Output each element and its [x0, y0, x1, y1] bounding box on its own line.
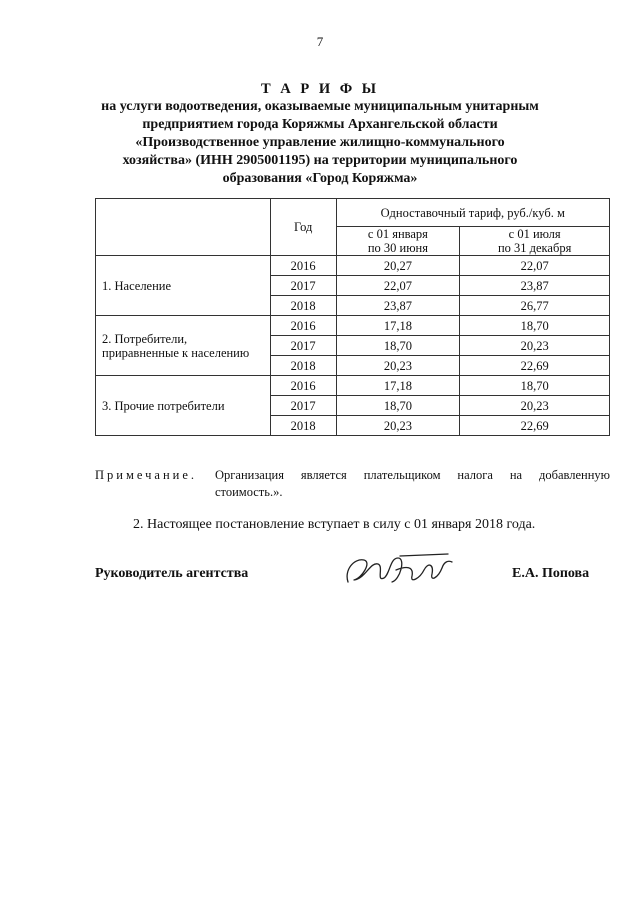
- tariff-cell: 22,07: [460, 256, 610, 276]
- tariff-cell: 18,70: [336, 396, 460, 416]
- tariff-cell: 20,23: [336, 356, 460, 376]
- year-cell: 2016: [270, 256, 336, 276]
- tariff-cell: 22,07: [336, 276, 460, 296]
- header-period-1: с 01 января по 30 июня: [336, 227, 460, 256]
- year-cell: 2017: [270, 336, 336, 356]
- year-cell: 2018: [270, 416, 336, 436]
- tariff-cell: 22,69: [460, 356, 610, 376]
- tariff-cell: 20,23: [336, 416, 460, 436]
- page-number: 7: [316, 34, 324, 49]
- header-category-cell: [96, 199, 271, 256]
- heading-title: Т А Р И Ф Ы: [260, 81, 380, 97]
- heading-line: предприятием города Коряжмы Архангельской области: [142, 117, 498, 132]
- year-cell: 2017: [270, 396, 336, 416]
- heading-line: на услуги водоотведения, оказываемые муниципальным унитарным: [101, 99, 539, 114]
- heading-line: «Производственное управление жилищно-коммунального: [135, 135, 505, 150]
- note-text: Организация является плательщиком налога на добавленную: [215, 468, 610, 482]
- tariff-table: [95, 198, 610, 436]
- year-cell: 2018: [270, 296, 336, 316]
- header-period-2: с 01 июля по 31 декабря: [460, 227, 610, 256]
- category-cell: 2. Потребители, приравненные к населению: [96, 316, 271, 376]
- tariff-cell: 26,77: [460, 296, 610, 316]
- note-label: Примечание.: [95, 468, 198, 482]
- table-row: [96, 316, 610, 336]
- tariff-cell: 20,27: [336, 256, 460, 276]
- header-tariff: Одноставочный тариф, руб./куб. м: [336, 199, 609, 227]
- tariff-cell: 17,18: [336, 376, 460, 396]
- tariff-cell: 18,70: [460, 376, 610, 396]
- tariff-cell: 23,87: [336, 296, 460, 316]
- category-cell: 1. Население: [96, 256, 271, 316]
- handwritten-signature: [340, 548, 460, 592]
- heading-line: образования «Город Коряжма»: [222, 171, 418, 186]
- year-cell: 2016: [270, 376, 336, 396]
- table-row: [96, 376, 610, 396]
- tariff-cell: 18,70: [460, 316, 610, 336]
- document-heading: [90, 80, 550, 188]
- tariff-cell: 18,70: [336, 336, 460, 356]
- tariff-cell: 20,23: [460, 396, 610, 416]
- tariff-cell: 23,87: [460, 276, 610, 296]
- note-text-continued: стоимость.».: [215, 485, 283, 499]
- table-row: [96, 256, 610, 276]
- effective-date-clause: 2. Настоящее постановление вступает в силу с 01 января 2018 года.: [133, 517, 536, 532]
- tariff-cell: 20,23: [460, 336, 610, 356]
- year-cell: 2017: [270, 276, 336, 296]
- category-cell: 3. Прочие потребители: [96, 376, 271, 436]
- signatory-title: Руководитель агентства: [95, 566, 249, 581]
- header-year: Год: [270, 199, 336, 256]
- year-cell: 2018: [270, 356, 336, 376]
- tariff-cell: 17,18: [336, 316, 460, 336]
- tariff-cell: 22,69: [460, 416, 610, 436]
- year-cell: 2016: [270, 316, 336, 336]
- signatory-name: Е.А. Попова: [512, 566, 590, 581]
- heading-line: хозяйства» (ИНН 2905001195) на территории муниципального: [122, 153, 518, 168]
